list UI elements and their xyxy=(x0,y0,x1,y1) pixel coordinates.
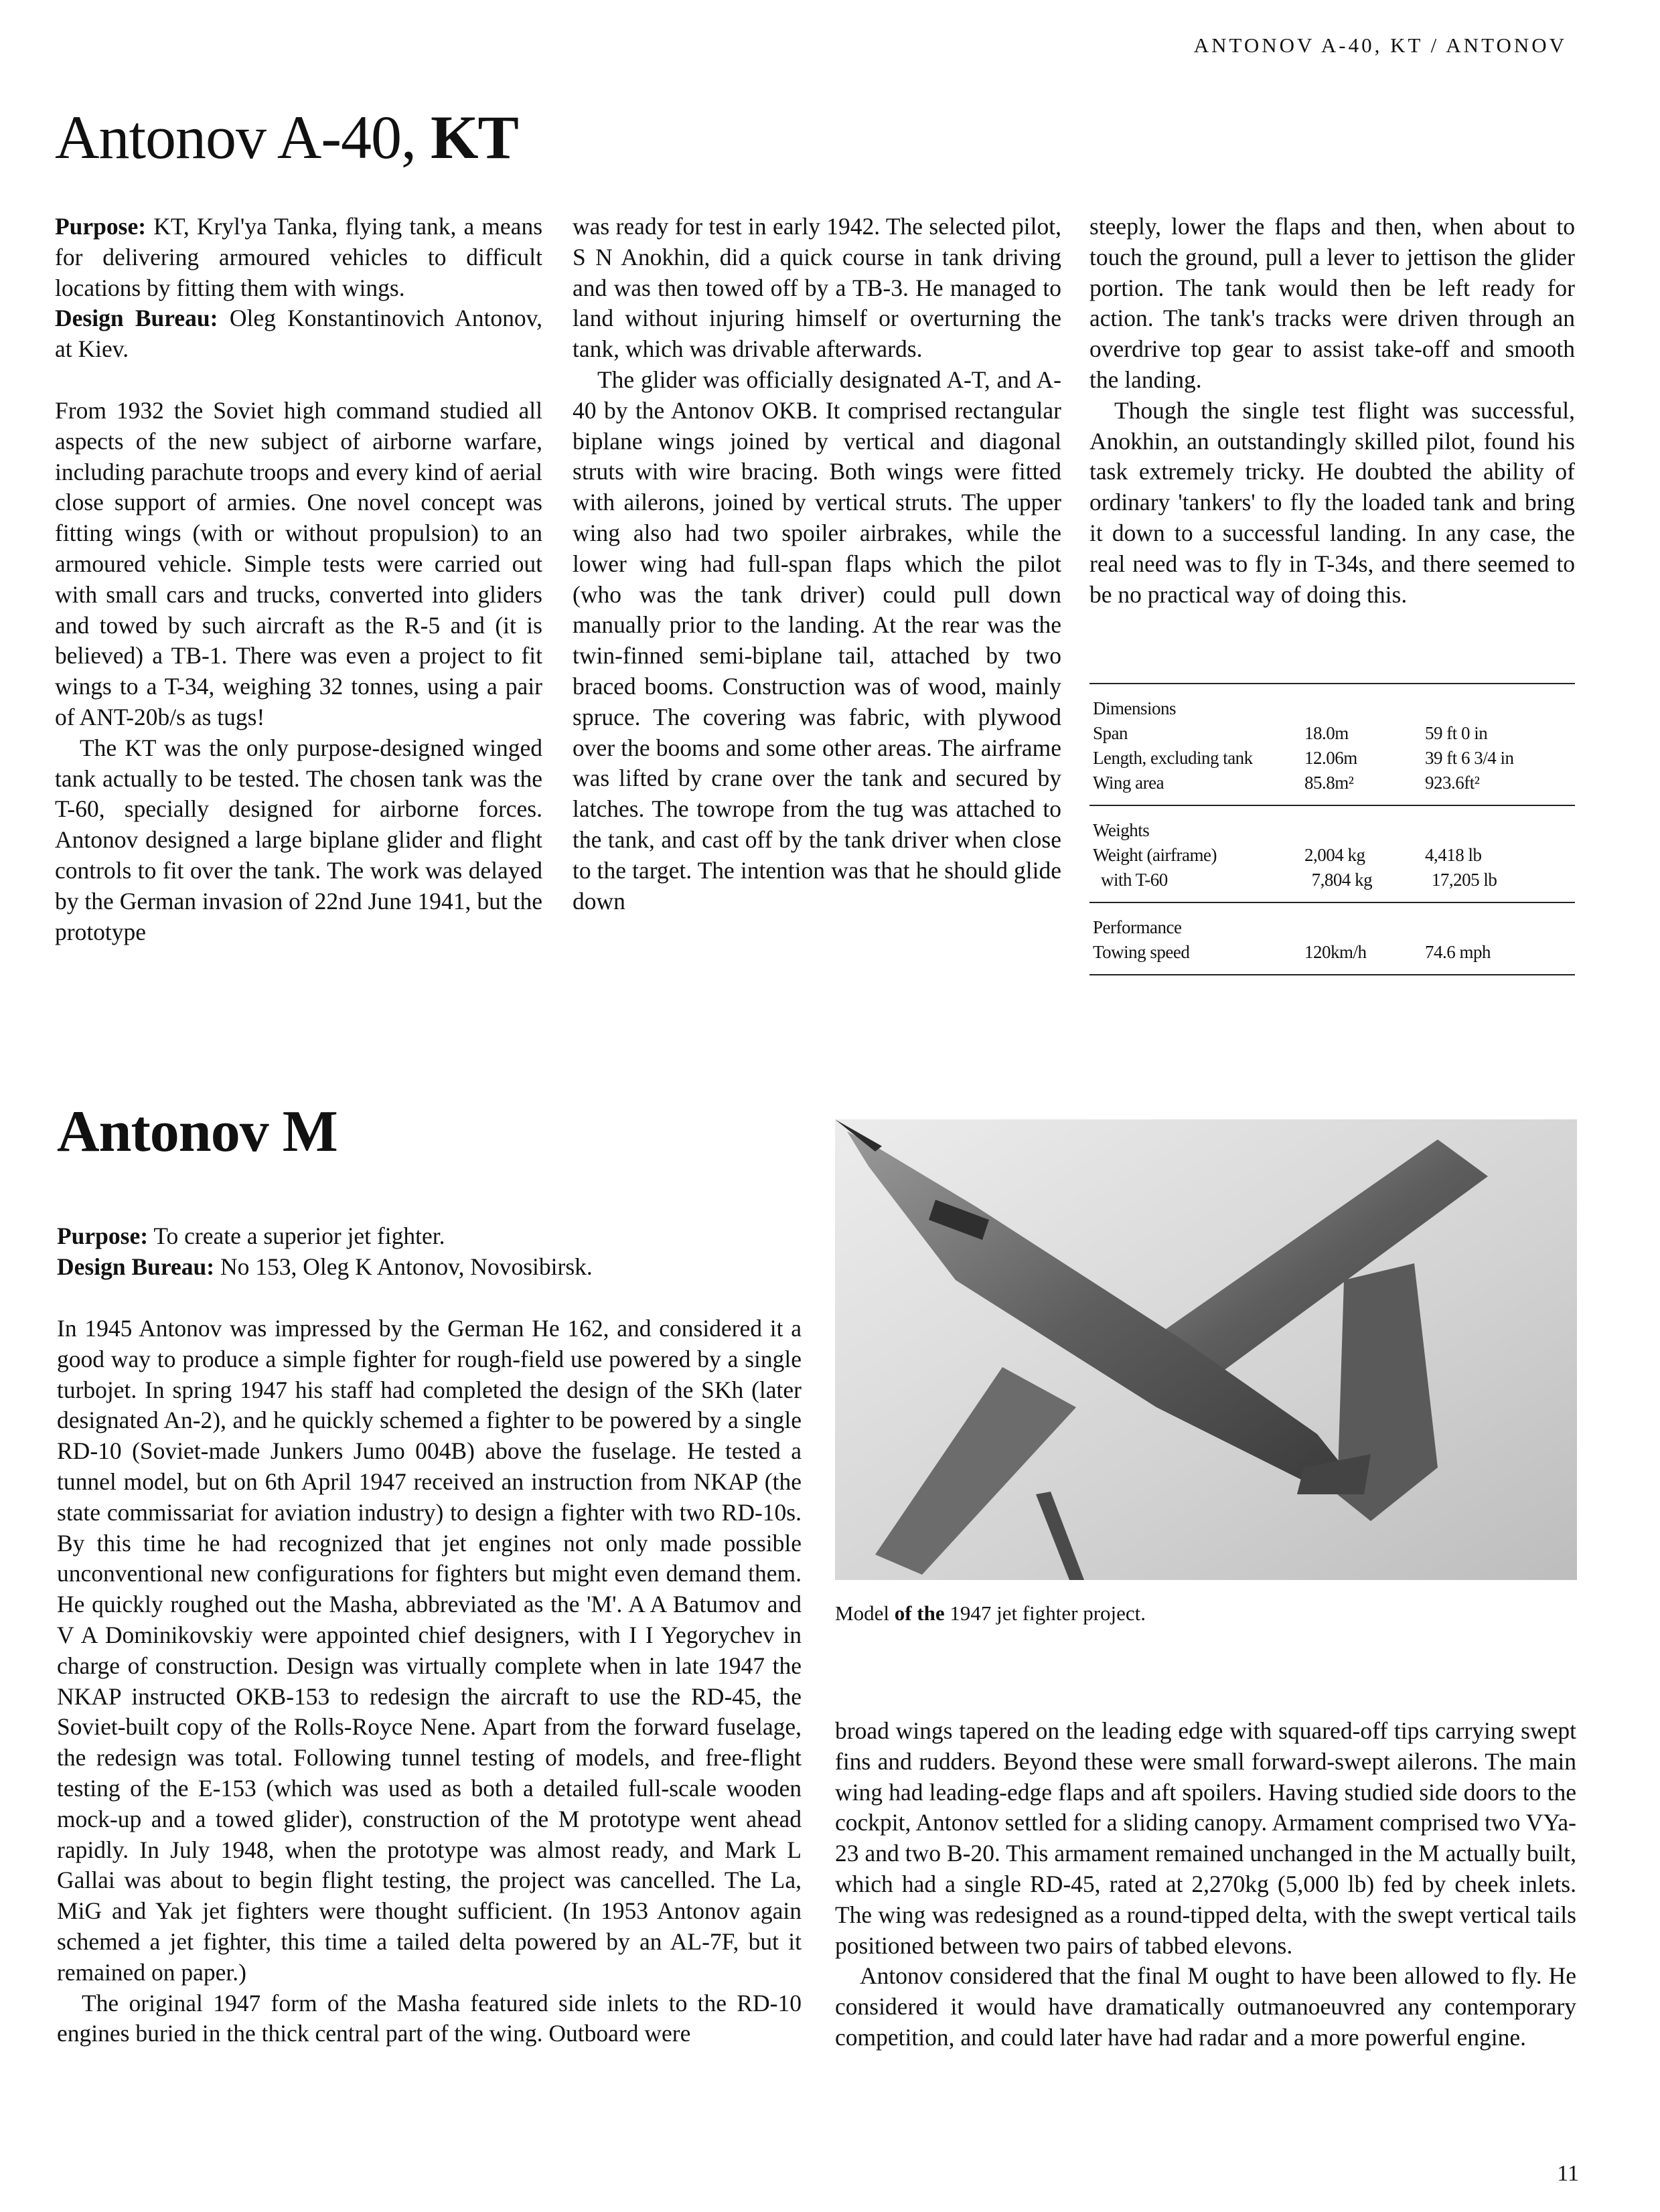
design-bureau-text: Oleg Konstantinovich Antonov, at Kiev. xyxy=(55,305,542,363)
spec-metric: 18.0m xyxy=(1304,723,1349,743)
spec-label: Wing area xyxy=(1093,773,1164,793)
article1-title xyxy=(55,102,518,173)
spec-imperial: 39 ft 6 3/4 in xyxy=(1425,748,1514,768)
spec-group-dimensions xyxy=(1089,683,1575,805)
jet-model-illustration xyxy=(835,1119,1577,1580)
spec-metric: 12.06m xyxy=(1304,748,1357,768)
spec-row xyxy=(1093,940,1572,965)
article1-column-2 xyxy=(573,212,1061,917)
caption-pre: Model xyxy=(835,1601,889,1625)
spec-label: with T-60 xyxy=(1101,870,1168,890)
article1-paragraph-4: Though the single test flight was successful, Anokhin, an outstandingly skilled pilot, found his task extremely tricky. He doubted the ability of ordinary 'tankers' to fly the loaded tank and bring it down to a successful landing. In any case, the real need was to fly in T-34s, and there seemed to be no practical way of doing this. xyxy=(1089,396,1575,608)
spec-group-performance xyxy=(1089,902,1575,975)
article1-title-bold: KT xyxy=(431,103,518,171)
spec-row xyxy=(1093,843,1572,868)
article1-paragraph-1: From 1932 the Soviet high command studied all aspects of the new subject of airborne warfare, including parachute troops and every kind of aerial close support of armies. One novel concept was fitting wings (with or without propulsion) to an armoured vehicle. Simple tests were carried out with small cars and trucks, converted into gliders and towed by such aircraft as the R-5 and (it is believed) a TB-1. There was even a project to fit wings to a T-34, weighing 32 tonnes, using a pair of ANT-20b/s as tugs! xyxy=(55,396,542,730)
article1-paragraph-2a: The KT was the only purpose-designed winged tank actually to be tested. The chosen tank was the T-60, specially designed for airborne forces. Antonov designed a large biplane glider and flight controls to fit over the tank. The work was delayed by the German invasion of 22nd June 1941, but the prototype xyxy=(55,734,542,945)
model-photo xyxy=(835,1119,1577,1580)
article2-paragraph-2a: The original 1947 form of the Masha featured side inlets to the RD-10 engines buried in the thick central part of the wing. Outboard were xyxy=(57,1989,802,2047)
caption-post: 1947 jet fighter project. xyxy=(950,1601,1146,1625)
article1-paragraph-2b: was ready for test in early 1942. The selected pilot, S N Anokhin, did a quick course in tank driving and was then towed off by a TB-3. He managed to land without injuring himself or overturning the tank, which was drivable afterwards. xyxy=(573,213,1061,363)
spec-metric: 120km/h xyxy=(1304,942,1367,962)
design-bureau-label: Design Bureau: xyxy=(55,305,218,332)
running-head: ANTONOV A-40, KT / ANTONOV xyxy=(1193,33,1567,57)
purpose-text: To create a superior jet fighter. xyxy=(153,1222,445,1249)
design-bureau-text: No 153, Oleg K Antonov, Novosibirsk. xyxy=(220,1253,593,1280)
article2-intro xyxy=(57,1221,794,1283)
article2-paragraph-2b: broad wings tapered on the leading edge with squared-off tips carrying swept fins and rudders. Beyond these were small forward-swept ailerons. The main wing had leading-edge flaps and aft spoilers. Having studied side doors to the cockpit, Antonov settled for a sliding canopy. Armament comprised two VYa-23 and two B-20. This armament remained unchanged in the M actually built, which had a single RD-45, rated at 2,270kg (5,000 lb) fed by cheek inlets. The wing was redesigned as a round-tipped delta, with the swept vertical tails positioned between two pairs of tabbed elevons. xyxy=(835,1717,1576,1959)
spec-metric: 7,804 kg xyxy=(1311,870,1373,890)
spec-metric: 85.8m² xyxy=(1304,773,1354,793)
spec-imperial: 4,418 lb xyxy=(1425,845,1482,865)
spec-label: Towing speed xyxy=(1093,942,1190,962)
spec-row xyxy=(1093,868,1572,892)
spec-imperial: 74.6 mph xyxy=(1425,942,1491,962)
caption-bold: of the xyxy=(894,1601,945,1625)
spec-imperial: 17,205 lb xyxy=(1431,870,1497,890)
article2-paragraph-3: Antonov considered that the final M ought to have been allowed to fly. He considered it would have dramatically outmanoeuvred any contemporary competition, and could later have had radar and a more powerful engine. xyxy=(835,1962,1576,2051)
article1-paragraph-3a: The glider was officially designated A-T, and A-40 by the Antonov OKB. It comprised rectangular biplane wings joined by vertical and diagonal struts with wire bracing. Both wings were fitted with ailerons, joined by vertical struts. The upper wing also had two spoiler airbrakes, while the lower wing had full-span flaps which the pilot (who was the tank driver) could pull down manually prior to the landing. At the rear was the twin-finned semi-biplane tail, attached by two braced booms. Construction was of wood, mainly spruce. The covering was fabric, with plywood over the booms and some other areas. The airframe was lifted by crane over the tank and secured by latches. The towrope from the tug was attached to the tank, and cast off by the tank driver when close to the target. The intention was that he should glide down xyxy=(573,366,1061,915)
article2-column-left xyxy=(57,1314,802,2049)
purpose-text: KT, Kryl'ya Tanka, flying tank, a means for delivering armoured vehicles to difficult locations by fitting them with wings. xyxy=(55,213,543,301)
article1-column-3 xyxy=(1089,212,1575,610)
article2-purpose xyxy=(57,1221,794,1283)
purpose-label: Purpose: xyxy=(55,213,147,240)
spec-table xyxy=(1089,683,1575,975)
article1-title-plain: Antonov A-40, xyxy=(55,103,416,171)
spec-imperial: 59 ft 0 in xyxy=(1425,723,1488,743)
spec-heading: Dimensions xyxy=(1093,698,1177,718)
purpose-label: Purpose: xyxy=(57,1222,149,1249)
spec-row xyxy=(1093,771,1572,795)
page-number: 11 xyxy=(1557,2161,1579,2186)
article2-title: Antonov M xyxy=(57,1099,337,1164)
spec-row xyxy=(1093,721,1572,746)
design-bureau-label: Design Bureau: xyxy=(57,1253,215,1280)
article1-column-1 xyxy=(55,212,542,947)
spec-row xyxy=(1093,746,1572,771)
spec-imperial: 923.6ft² xyxy=(1425,773,1480,793)
article1-paragraph-3b: steeply, lower the flaps and then, when about to touch the ground, pull a lever to jettison the glider portion. The tank would then be left ready for action. The tank's tracks were driven through an overdrive top gear to assist take-off and smooth the landing. xyxy=(1089,213,1575,393)
spec-heading: Weights xyxy=(1093,820,1150,840)
spec-label: Weight (airframe) xyxy=(1093,845,1217,865)
photo-caption xyxy=(835,1601,1577,1626)
article2-paragraph-1: In 1945 Antonov was impressed by the German He 162, and considered it a good way to produce a simple fighter for rough-field use powered by a single turbojet. In spring 1947 his staff had completed the design of the SKh (later designated An-2), and he quickly schemed a fighter to be powered by a single RD-10 (Soviet-made Junkers Jumo 004B) above the fuselage. He tested a tunnel model, but on 6th April 1947 received an instruction from NKAP (the state commissariat for aviation industry) to design a fighter with two RD-10s. By this time he had recognized that jet engines not only made possible unconventional new configurations for fighters but might even demand them. He quickly roughed out the Masha, abbreviated as the 'M'. A A Batumov and V A Dominikovskiy were appointed chief designers, with I I Yegorychev in charge of construction. Design was virtually complete when in late 1947 the NKAP instructed OKB-153 to redesign the aircraft to use the RD-45, the Soviet-built copy of the Rolls-Royce Nene. Apart from the forward fuselage, the redesign was total. Following tunnel testing of models, and free-flight testing of the E-153 (which was used as both a detailed full-scale wooden mock-up and a towed glider), construction of the M prototype went ahead rapidly. In July 1948, when the prototype was almost ready, and Mark L Gallai was about to begin flight testing, the project was cancelled. The La, MiG and Yak jet fighters were thought sufficient. (In 1953 Antonov again schemed a jet fighter, this time a tailed delta powered by an AL-7F, but it remained on paper.) xyxy=(57,1315,802,1986)
spec-group-weights xyxy=(1089,805,1575,902)
article1-purpose xyxy=(55,212,542,365)
article2-column-right xyxy=(835,1716,1576,2053)
spec-label: Span xyxy=(1093,723,1128,743)
spec-metric: 2,004 kg xyxy=(1304,845,1365,865)
spec-label: Length, excluding tank xyxy=(1093,748,1253,768)
spec-heading: Performance xyxy=(1093,917,1182,937)
